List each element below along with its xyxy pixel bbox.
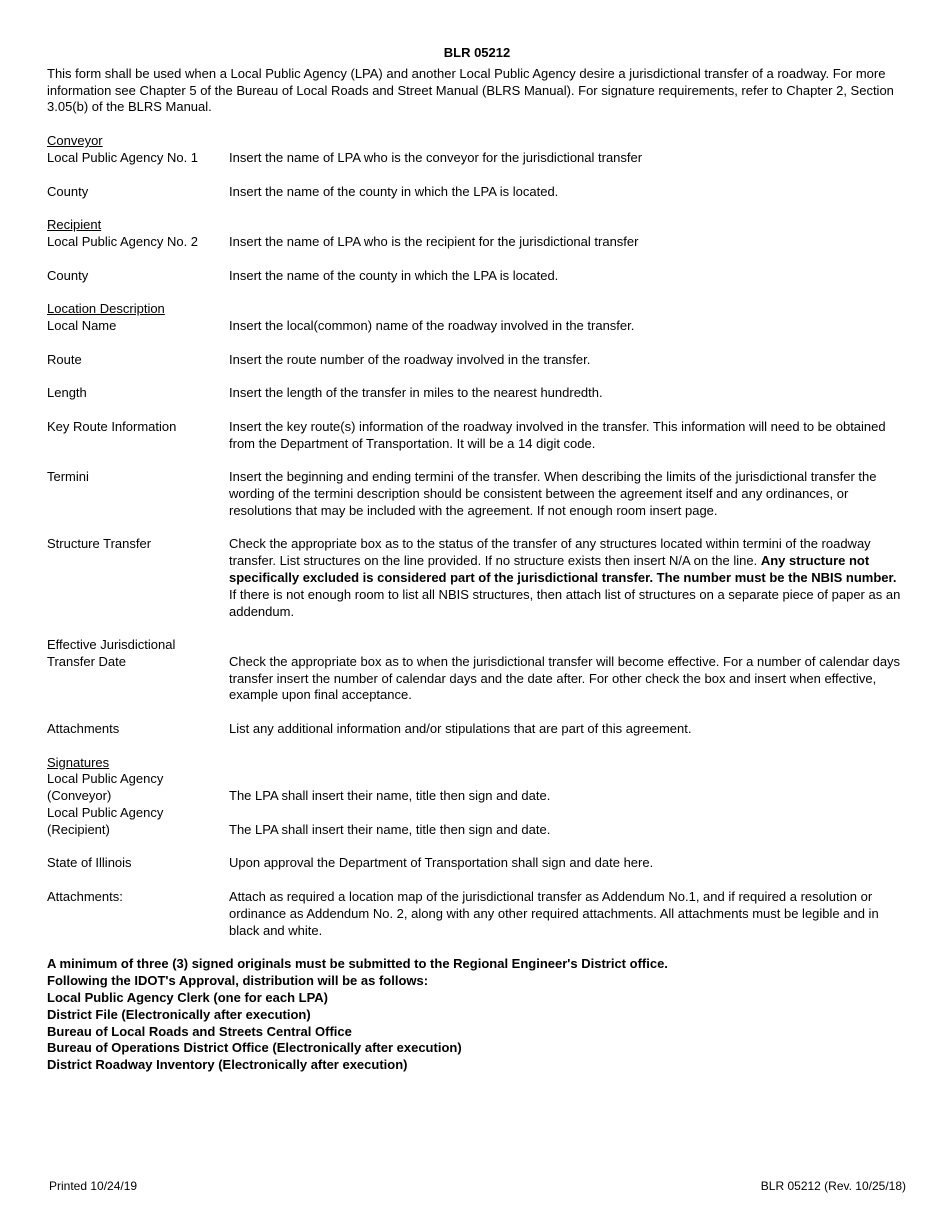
signature-attachments-desc: Attach as required a location map of the jurisdictional transfer as Addendum No.1, and if required a resolution or ordinance as Addendum No. 2, along with any other required attachments. All attachments must be legible and in black and white.	[229, 889, 879, 938]
conveyor-signature-row	[47, 771, 907, 805]
recipient-signature-label-1: Local Public Agency	[47, 805, 164, 821]
form-revision: BLR 05212 (Rev. 10/25/18)	[760, 1179, 906, 1193]
signatures-heading: Signatures	[47, 754, 110, 770]
structure-transfer-desc	[229, 536, 907, 620]
local-name-row	[47, 318, 907, 335]
conveyor-signature-label-1: Local Public Agency	[47, 771, 164, 787]
distribution-line: A minimum of three (3) signed originals must be submitted to the Regional Engineer's District office.	[47, 956, 668, 972]
attachments-label: Attachments	[47, 721, 120, 737]
recipient-county-row	[47, 268, 907, 285]
printed-date: Printed 10/24/19	[49, 1179, 138, 1193]
structure-transfer-label: Structure Transfer	[47, 536, 152, 552]
recipient-signature-desc: The LPA shall insert their name, title then sign and date.	[229, 821, 551, 837]
conveyor-county-desc: Insert the name of the county in which the LPA is located.	[229, 183, 559, 199]
recipient-lpa-label: Local Public Agency No. 2	[47, 233, 199, 249]
recipient-lpa-row	[47, 234, 907, 251]
key-route-label: Key Route Information	[47, 418, 177, 434]
attachments-row	[47, 721, 907, 738]
conveyor-lpa-row	[47, 150, 907, 167]
structure-desc-bold: Any structure not specifically excluded is considered part of the jurisdictional transfer. The number must be the NBIS number.	[229, 553, 897, 585]
effective-label-line-1: Effective Jurisdictional	[47, 637, 176, 653]
recipient-county-desc: Insert the name of the county in which the LPA is located.	[229, 267, 559, 283]
intro-paragraph: This form shall be used when a Local Public Agency (LPA) and another Local Public Agency desire a jurisdictional transfer of a roadway. For more information see Chapter 5 of the Bureau of Local Roads and Street Manual (BLRS Manual). For signature requirements, refer to Chapter 2, Section 3.05(b) of the BLRS Manual.	[47, 65, 894, 115]
distribution-line: District Roadway Inventory (Electronically after execution)	[47, 1057, 408, 1073]
route-row	[47, 352, 907, 369]
structure-transfer-row	[47, 536, 907, 620]
form-number-title: BLR 05212	[443, 45, 511, 60]
effective-date-desc: Check the appropriate box as to when the jurisdictional transfer will become effective. For a number of calendar days transfer insert the number of calendar days and the date after. For other check the box and insert when effective, example upon final acceptance.	[229, 653, 901, 703]
effective-date-row	[47, 637, 907, 704]
conveyor-county-row	[47, 184, 907, 201]
key-route-desc: Insert the key route(s) information of the roadway involved in the transfer. This information will need to be obtained from the Department of Transportation. It will be a 14 digit code.	[229, 418, 886, 451]
conveyor-lpa-label: Local Public Agency No. 1	[47, 149, 199, 165]
local-name-desc: Insert the local(common) name of the roadway involved in the transfer.	[229, 317, 635, 333]
recipient-lpa-desc: Insert the name of LPA who is the recipient for the jurisdictional transfer	[229, 233, 639, 249]
signature-attachments-label: Attachments:	[47, 889, 123, 905]
conveyor-signature-label-2: (Conveyor)	[47, 788, 112, 804]
recipient-county-label: County	[47, 267, 89, 283]
location-heading: Location Description	[47, 301, 165, 317]
termini-desc: Insert the beginning and ending termini of the transfer. When describing the limits of the jurisdictional transfer the wording of the termini description should be consistent between the agreement itself and any ordinances, or resolutions that may be included with the agreement. If not enough room insert page.	[229, 469, 877, 518]
distribution-notes	[47, 956, 907, 1074]
structure-desc-part-2: If there is not enough room to list all NBIS structures, then attach list of structures on a separate piece of paper as an addendum.	[229, 586, 901, 619]
state-label: State of Illinois	[47, 855, 132, 871]
conveyor-signature-desc: The LPA shall insert their name, title then sign and date.	[229, 788, 551, 804]
distribution-line: District File (Electronically after execution)	[47, 1006, 311, 1022]
length-desc: Insert the length of the transfer in miles to the nearest hundredth.	[229, 385, 603, 401]
recipient-signature-row	[47, 805, 907, 839]
instructions-page	[47, 45, 907, 1074]
state-signature-row	[47, 855, 907, 872]
conveyor-heading: Conveyor	[47, 133, 103, 149]
effective-date-label	[47, 637, 229, 704]
recipient-heading: Recipient	[47, 217, 102, 233]
local-name-label: Local Name	[47, 317, 117, 333]
route-label: Route	[47, 351, 82, 367]
distribution-line: Bureau of Operations District Office (Electronically after execution)	[47, 1040, 462, 1056]
termini-row	[47, 469, 907, 519]
route-desc: Insert the route number of the roadway involved in the transfer.	[229, 351, 591, 367]
distribution-line: Following the IDOT's Approval, distribution will be as follows:	[47, 973, 429, 989]
recipient-signature-label-2: (Recipient)	[47, 821, 110, 837]
signature-attachments-row	[47, 889, 907, 939]
length-row	[47, 385, 907, 402]
termini-label: Termini	[47, 469, 89, 485]
effective-label-line-2: Transfer Date	[47, 653, 126, 669]
length-label: Length	[47, 385, 87, 401]
distribution-line: Bureau of Local Roads and Streets Central Office	[47, 1023, 352, 1039]
distribution-line: Local Public Agency Clerk (one for each LPA)	[47, 990, 329, 1006]
state-desc: Upon approval the Department of Transportation shall sign and date here.	[229, 855, 654, 871]
conveyor-county-label: County	[47, 183, 89, 199]
conveyor-lpa-desc: Insert the name of LPA who is the conveyor for the jurisdictional transfer	[229, 149, 643, 165]
attachments-desc: List any additional information and/or stipulations that are part of this agreement.	[229, 721, 692, 737]
key-route-row	[47, 419, 907, 453]
structure-desc-part-1: Check the appropriate box as to the status of the transfer of any structures located within termini of the roadway transfer. List structures on the line provided. If no structure exists then insert N/A on the line.	[229, 536, 871, 569]
